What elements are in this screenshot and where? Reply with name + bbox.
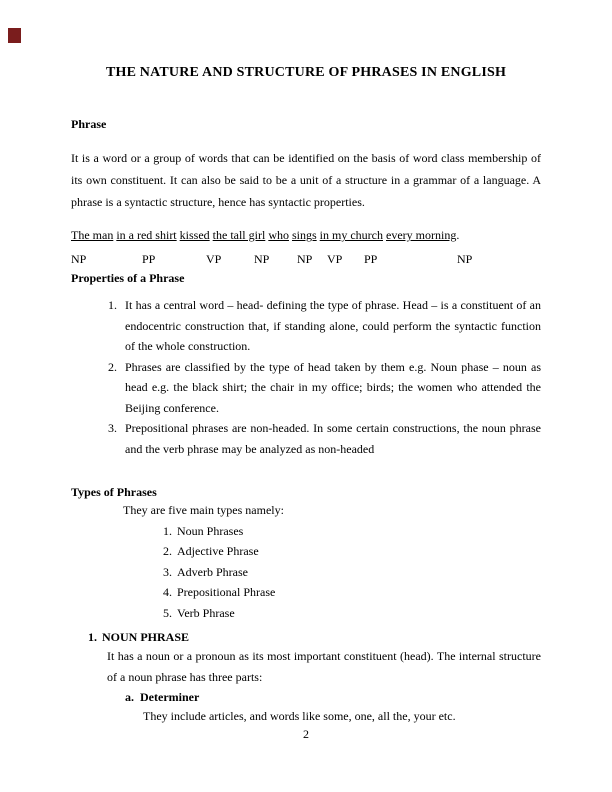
- list-item: [71, 521, 541, 542]
- underlined-phrase: the tall girl: [212, 228, 266, 242]
- underlined-phrase: who: [268, 228, 289, 242]
- underlined-phrase: every morning: [386, 228, 457, 242]
- annotation-marker: [8, 28, 21, 43]
- list-item: [71, 357, 541, 419]
- sentence-segment: .: [456, 228, 460, 242]
- phrase-label: NP: [254, 252, 270, 266]
- phrase-heading: Phrase: [71, 117, 107, 131]
- subsection-letter: a.: [125, 690, 134, 704]
- underlined-phrase: The man: [71, 228, 114, 242]
- phrase-label: PP: [142, 252, 156, 266]
- properties-list: [71, 295, 541, 459]
- types-list: [71, 521, 541, 624]
- list-item-text: It has a central word – head- defining the type of phrase. Head – is a constituent of an endocentric construction that, if standing alone, could perform the syntactic function of the whole construction.: [125, 298, 541, 353]
- determiner-body: They include articles, and words like some, one, all the, your etc.: [143, 709, 456, 723]
- properties-heading: Properties of a Phrase: [71, 271, 185, 285]
- list-item-text: Adverb Phrase: [177, 564, 248, 579]
- list-item-text: Prepositional Phrase: [177, 585, 276, 599]
- page-content: [0, 64, 612, 742]
- phrase-paragraph: It is a word or a group of words that can be identified on the basis of word class membership of its own constituent. It can also be said to be a unit of a structure in a grammar of a language. A phrase is a syntactic structure, hence has syntactic properties.: [71, 151, 541, 209]
- list-item-text: Adjective Phrase: [177, 544, 259, 558]
- example-sentence: [71, 224, 541, 246]
- list-item-text: Verb Phrase: [177, 605, 235, 620]
- list-item-number: 4.: [163, 585, 172, 599]
- phrase-label: NP: [71, 252, 87, 266]
- subsection-title: Determiner: [140, 690, 200, 704]
- list-item-text: Noun Phrases: [177, 523, 244, 538]
- list-item-text: Prepositional phrases are non-headed. In some certain constructions, the noun phrase and the verb phrase may be analyzed as non-headed: [125, 421, 541, 456]
- list-item-number: 2.: [108, 359, 117, 374]
- list-item: [71, 603, 541, 624]
- underlined-phrase: in my church: [319, 228, 383, 242]
- phrase-label: VP: [206, 252, 222, 266]
- list-item: [71, 582, 541, 603]
- list-item: [71, 418, 541, 459]
- phrase-label: VP: [327, 252, 343, 266]
- phrase-label: PP: [364, 252, 378, 266]
- underlined-phrase: in a red shirt: [116, 228, 177, 242]
- list-item-number: 1.: [108, 298, 117, 312]
- list-item: [71, 562, 541, 583]
- types-heading: Types of Phrases: [71, 485, 157, 499]
- underlined-phrase: kissed: [179, 228, 210, 242]
- noun-phrase-body: It has a noun or a pronoun as its most important constituent (head). The internal structure of a noun phrase has three parts:: [107, 649, 541, 684]
- underlined-phrase: sings: [291, 228, 317, 242]
- section-number: 1.: [88, 630, 97, 644]
- phrase-label: NP: [297, 252, 313, 266]
- list-item-number: 2.: [163, 544, 172, 558]
- types-intro: They are five main types namely:: [123, 503, 284, 517]
- list-item-text: Phrases are classified by the type of head taken by them e.g. Noun phase – noun as head e.g. the black shirt; the chair in my office; birds; the women who attended the Beijing conference.: [125, 359, 541, 415]
- phrase-label: NP: [457, 252, 473, 266]
- list-item: [71, 541, 541, 562]
- list-item-number: 3.: [163, 564, 172, 579]
- list-item: [71, 295, 541, 357]
- determiner-heading: [71, 689, 541, 706]
- list-item-number: 3.: [108, 421, 117, 435]
- list-item-number: 1.: [163, 523, 172, 538]
- document-title: THE NATURE AND STRUCTURE OF PHRASES IN ENGLISH: [105, 65, 507, 80]
- section-title: NOUN PHRASE: [102, 630, 190, 644]
- list-item-number: 5.: [163, 605, 172, 620]
- noun-phrase-heading: [71, 629, 541, 646]
- phrase-label-row: [71, 252, 541, 270]
- page-number: 2: [303, 727, 309, 741]
